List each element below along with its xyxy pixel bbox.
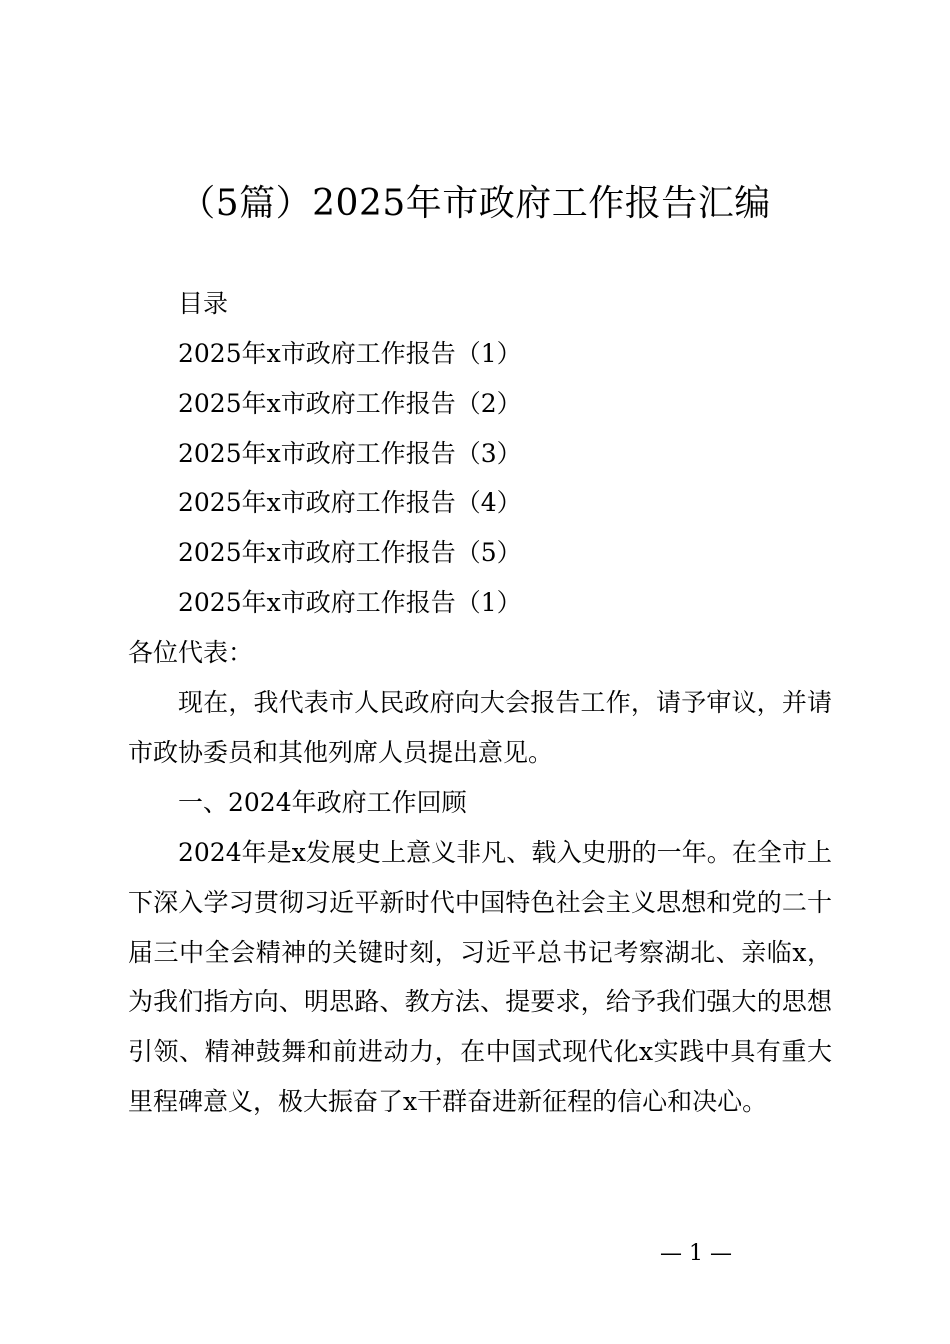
body-paragraph: 2024年是x发展史上意义非凡、载入史册的一年。在全市上下深入学习贯彻习近平新时代中国特色社会主义思想和党的二十届三中全会精神的关键时刻，习近平总书记考察湖北、亲临x，为我们指方向、明思路、教方法、提要求，给予我们强大的思想引领、精神鼓舞和前进动力，在中国式现代化x实践中具有重大里程碑意义，极大振奋了x干群奋进新征程的信心和决心。: [128, 838, 832, 1116]
toc-item: 2025年x市政府工作报告（1）: [178, 339, 522, 368]
section-heading: 一、2024年政府工作回顾: [178, 788, 467, 817]
page-number: — 1 —: [660, 1241, 732, 1266]
document-title: （5篇）2025年市政府工作报告汇编: [179, 183, 771, 224]
toc-item: 2025年x市政府工作报告（3）: [178, 438, 522, 468]
body-paragraph: 现在，我代表市人民政府向大会报告工作，请予审议，并请市政协委员和其他列席人员提出意见。: [128, 688, 832, 767]
salutation: 各位代表：: [128, 638, 254, 667]
toc-item: 2025年x市政府工作报告（2）: [178, 388, 522, 418]
toc-heading: 目录: [178, 289, 229, 318]
toc-item: 2025年x市政府工作报告（4）: [178, 488, 522, 518]
table-of-contents: [178, 336, 522, 635]
toc-item: 2025年x市政府工作报告（1）: [178, 587, 522, 617]
toc-item: 2025年x市政府工作报告（5）: [178, 538, 522, 568]
